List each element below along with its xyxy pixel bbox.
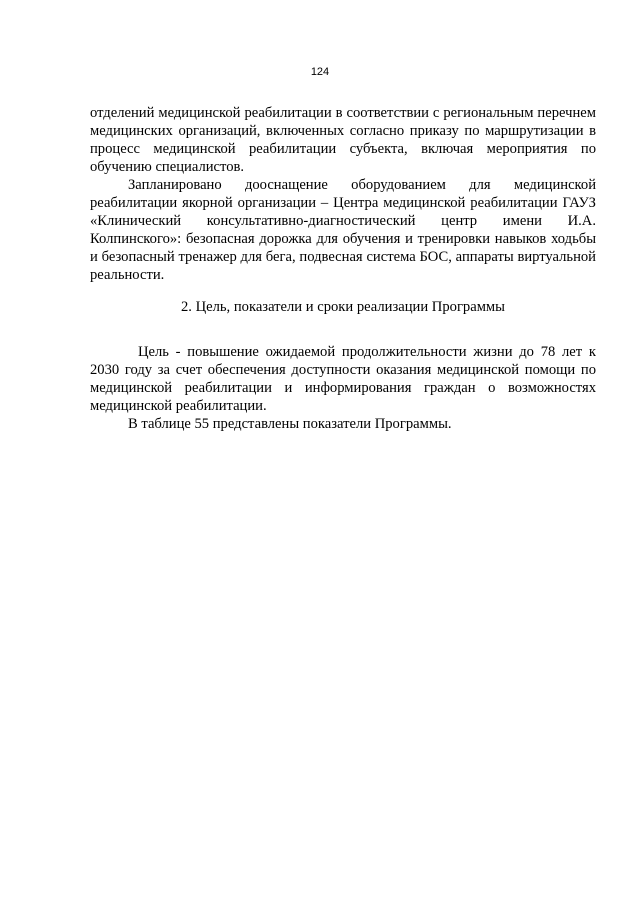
page-number: 124 [310,66,330,78]
paragraph-table-reference: В таблице 55 представлены показатели Программы. [128,416,452,432]
paragraph-goal: Цель - повышение ожидаемой продолжительности жизни до 78 лет к 2030 году за счет обеспечения доступности оказания медицинской помощи по медицинской реабилитации и информирования граждан о возможностях медицинской реабилитации. [90,344,596,414]
paragraph-rehab-departments: отделений медицинской реабилитации в соответствии с региональным перечнем медицинских организаций, включенных согласно приказу по маршрутизации в процесс медицинской реабилитации субъекта, включая мероприятия по обучению специалистов. [90,105,596,175]
section-heading: 2. Цель, показатели и сроки реализации Программы [181,299,505,315]
paragraph-equipment: Запланировано дооснащение оборудованием для медицинской реабилитации якорной организации – Центра медицинской реабилитации ГАУЗ «Клинический консультативно-диагностический центр имени И.А. Колпинского»: безопасная дорожка для обучения и тренировки навыков ходьбы и безопасный тренажер для бега, подвесная система БОС, аппараты виртуальной реальности. [90,177,596,283]
section-goal-block [90,343,596,433]
page-content [90,104,596,433]
